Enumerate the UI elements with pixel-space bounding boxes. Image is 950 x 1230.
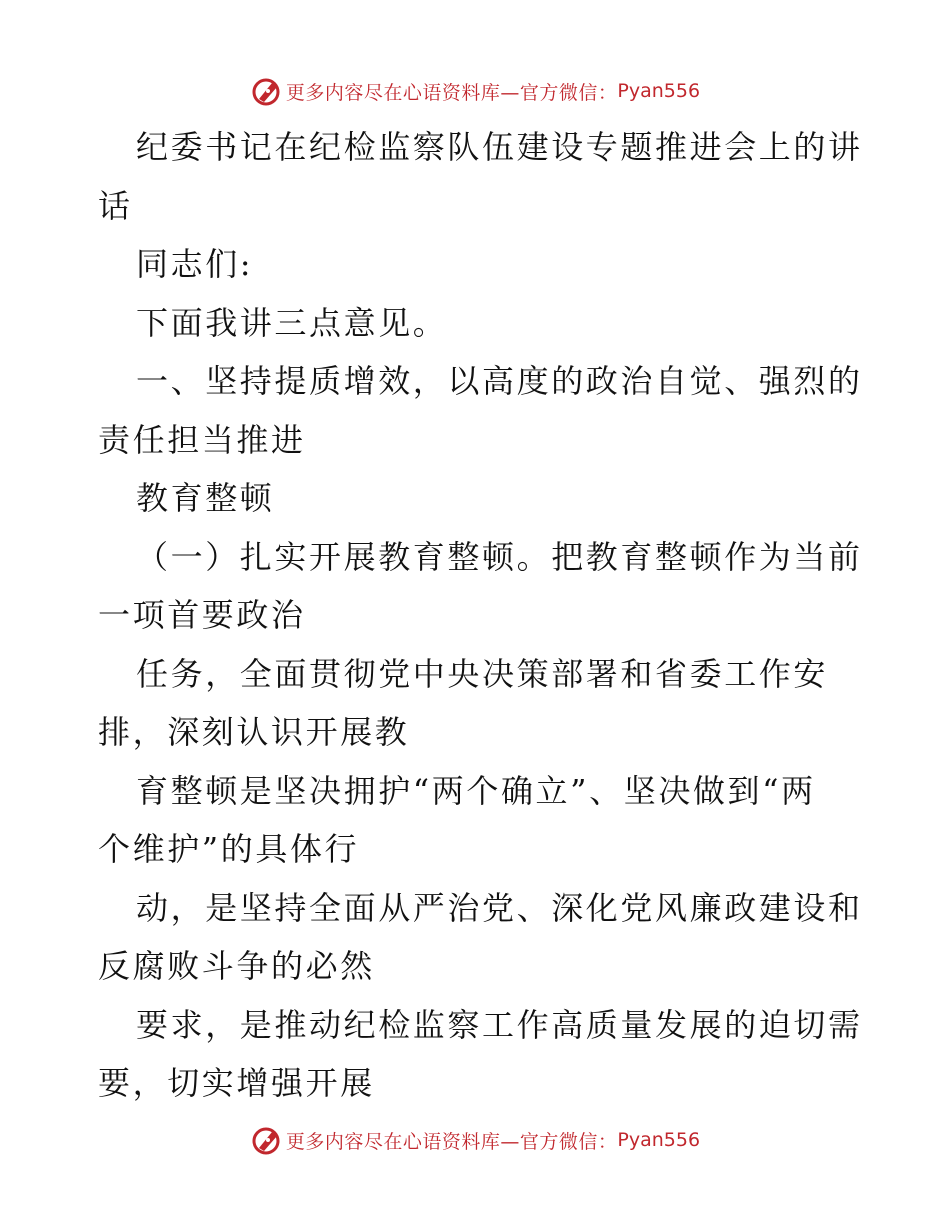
- pen-nib-logo-icon: [250, 75, 282, 107]
- doc-title-line-2: 话: [98, 186, 133, 225]
- section-heading-line-3: 教育整顿: [136, 479, 275, 517]
- paragraph-line: 任务，全面贯彻党中央决策部署和省委工作安: [136, 654, 829, 693]
- pen-nib-logo-icon: [250, 1124, 282, 1156]
- paragraph-line: 动，是坚持全面从严治党、深化党风廉政建设和: [136, 888, 863, 927]
- paragraph-line: 要，切实增强开展: [98, 1064, 375, 1102]
- paragraph-line: 要求，是推动纪检监察工作高质量发展的迫切需: [136, 1005, 863, 1044]
- paragraph-line: 一项首要政治: [98, 596, 306, 634]
- intro-line: 下面我讲三点意见。: [136, 303, 448, 342]
- section-heading-line-1: 一、坚持提质增效，以高度的政治自觉、强烈的: [136, 362, 863, 400]
- watermark-wechat-id: Pyan556: [617, 80, 701, 102]
- paragraph-line: 反腐败斗争的必然: [98, 947, 375, 985]
- doc-title-line-1: 纪委书记在纪检监察队伍建设专题推进会上的讲: [136, 128, 863, 166]
- document-body: [98, 118, 863, 1113]
- paragraph-line: 个维护”的具体行: [98, 830, 360, 868]
- paragraph-line: （一）扎实开展教育整顿。把教育整顿作为当前: [136, 537, 863, 576]
- watermark-wechat-id: Pyan556: [617, 1129, 701, 1151]
- watermark-text: 更多内容尽在心语资料库—官方微信：: [285, 81, 618, 104]
- paragraph-line: 育整顿是坚决拥护“两个确立”、坚决做到“两: [136, 771, 816, 810]
- watermark-text: 更多内容尽在心语资料库—官方微信：: [285, 1130, 618, 1153]
- footer-watermark-banner: [0, 1120, 950, 1160]
- salutation: 同志们:: [136, 245, 254, 283]
- header-watermark-banner: [0, 71, 950, 111]
- section-heading-line-2: 责任担当推进: [98, 420, 306, 459]
- paragraph-line: 排，深刻认识开展教: [98, 713, 410, 751]
